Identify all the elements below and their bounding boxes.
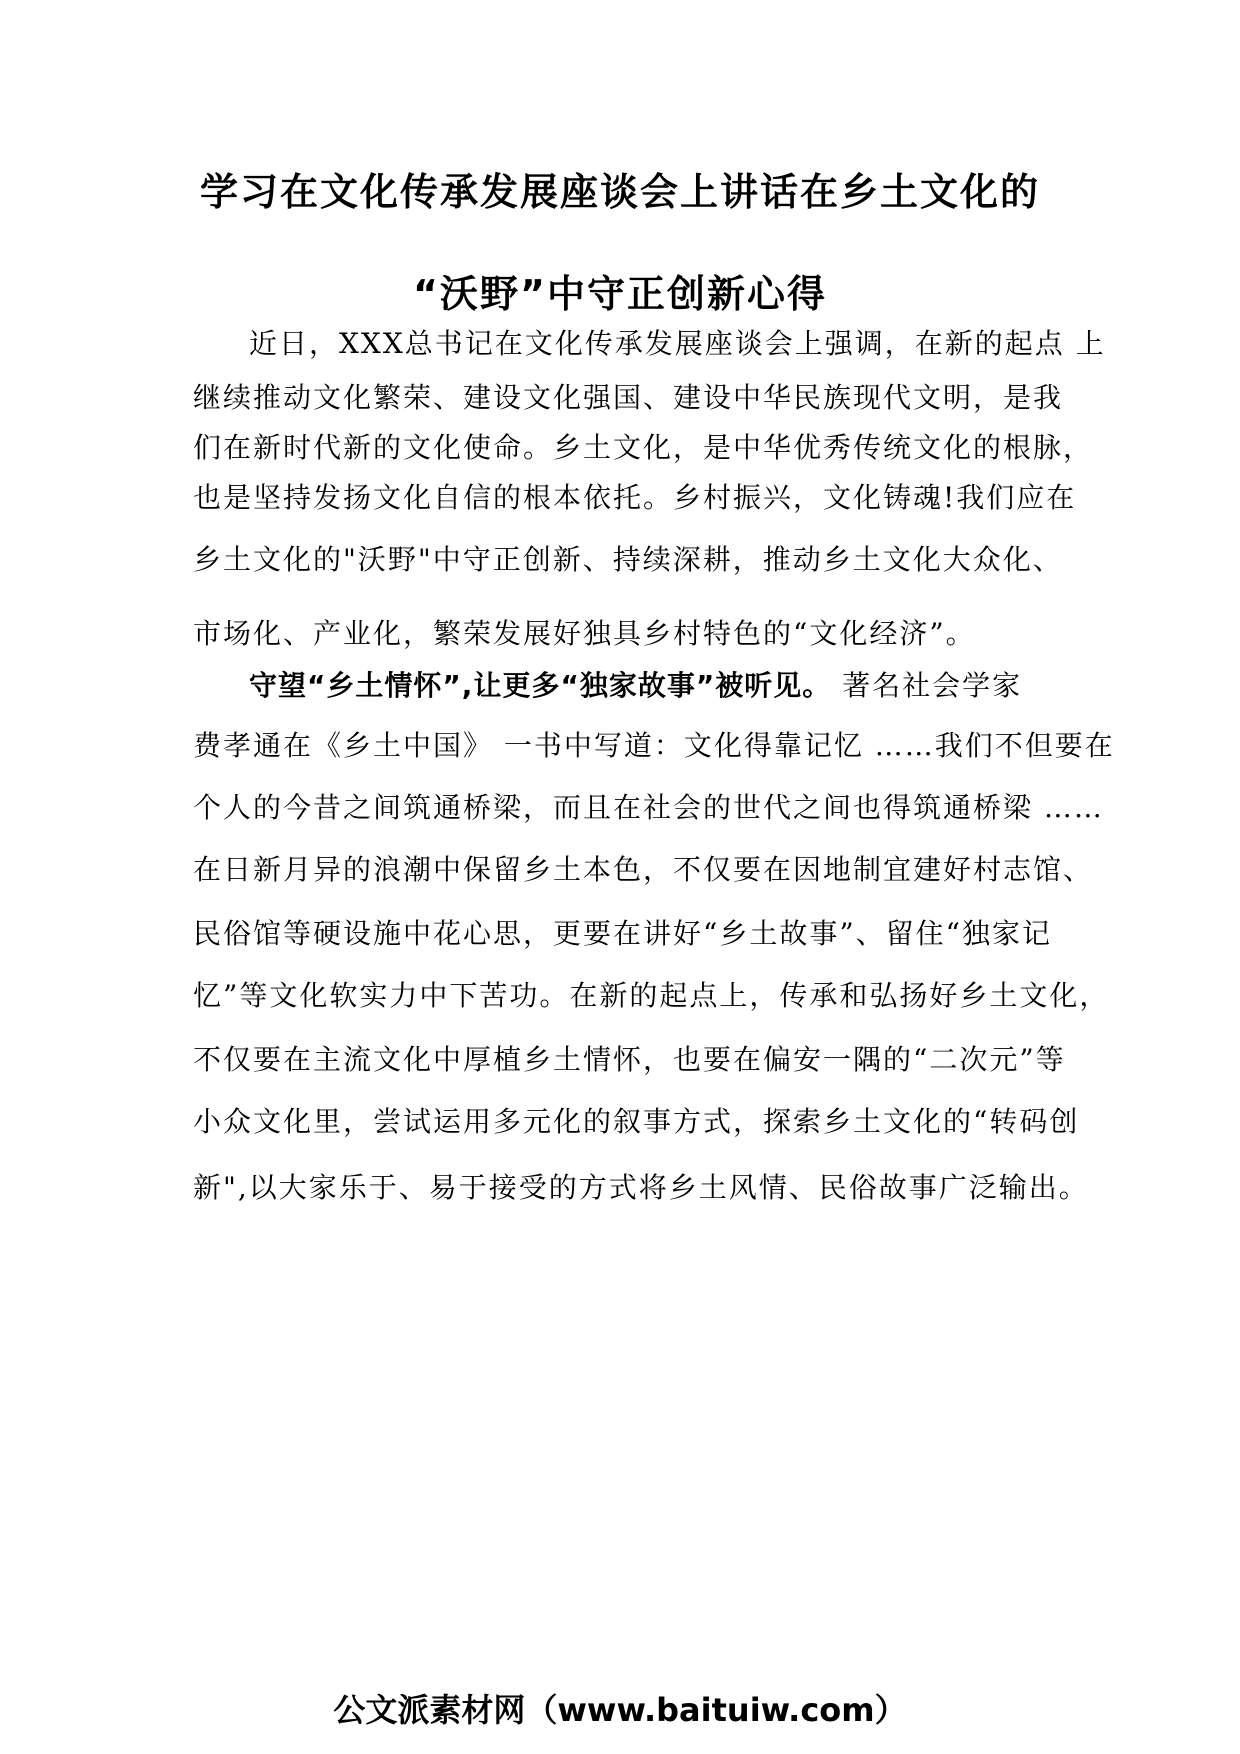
document-title-line-2: “沃野”中守正创新心得 [413, 272, 827, 316]
paragraph-2-line-9: 新",以大家乐于、易于接受的方式将乡土风情、民俗故事广泛输出。 [193, 1171, 1089, 1204]
paragraph-1-line-1: 近日，XXX总书记在文化传承发展座谈会上强调，在新的起点 上 [249, 327, 1106, 360]
paragraph-2-first-line-rest: 著名社会学家 [842, 669, 1023, 702]
paragraph-1-line-3: 们在新时代新的文化使命。乡土文化，是中华优秀传统文化的根脉， [193, 431, 1094, 464]
paragraph-2-line-2: 费孝通在《乡土中国》 一书中写道：文化得靠记忆 ……我们不但要在 [193, 729, 1115, 762]
paragraph-2-heading: 守望“乡土情怀”,让更多“独家故事”被听见。 [249, 669, 832, 702]
paragraph-2-line-8: 小众文化里，尝试运用多元化的叙事方式，探索乡土文化的“转码创 [193, 1105, 1080, 1138]
paragraph-2-line-4: 在日新月异的浪潮中保留乡土本色，不仅要在因地制宜建好村志馆、 [193, 853, 1094, 886]
paragraph-1-line-2: 继续推动文化繁荣、建设文化强国、建设中华民族现代文明，是我 [193, 381, 1064, 414]
document-title-line-1: 学习在文化传承发展座谈会上讲话在乡土文化的 [199, 170, 1040, 214]
paragraph-1-line-5: 乡土文化的"沃野"中守正创新、持续深耕，推动乡土文化大众化、 [193, 543, 1063, 576]
paragraph-2-line-5: 民俗馆等硬设施中花心思，更要在讲好“乡土故事”、留住“独家记 [193, 917, 1052, 950]
paragraph-2-line-6: 忆”等文化软实力中下苦功。在新的起点上，传承和弘扬好乡土文化， [193, 979, 1110, 1012]
footer-source: 公文派素材网（www.baituiw.com） [333, 1691, 907, 1729]
paragraph-1-line-4: 也是坚持发扬文化自信的根本依托。乡村振兴，文化铸魂!我们应在 [193, 481, 1077, 514]
paragraph-2-line-7: 不仅要在主流文化中厚植乡土情怀，也要在偏安一隅的“二次元”等 [193, 1043, 1066, 1076]
paragraph-2-line-3: 个人的今昔之间筑通桥梁，而且在社会的世代之间也得筑通桥梁 …… [193, 791, 1104, 824]
paragraph-1-line-6: 市场化、产业化，繁荣发展好独具乡村特色的“文化经济”。 [193, 617, 976, 650]
paragraph-2-line-1 [249, 668, 1022, 704]
